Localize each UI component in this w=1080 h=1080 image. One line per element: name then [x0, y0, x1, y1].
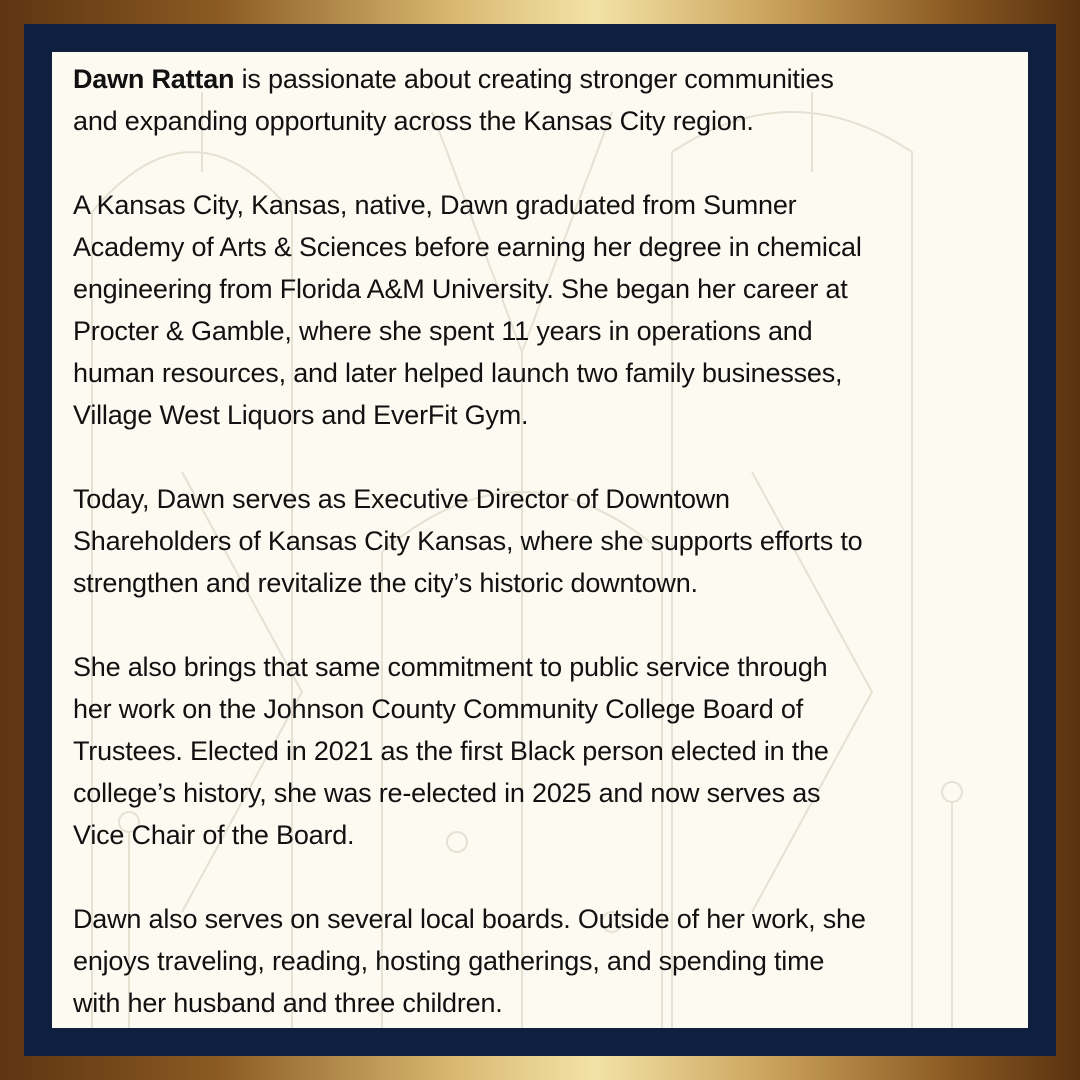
background-line: Village West Liquors and EverFit Gym.	[73, 400, 529, 430]
service-line: college’s history, she was re-elected in 2025 and now serves as	[73, 778, 821, 808]
service-line: She also brings that same commitment to public service through	[73, 652, 828, 682]
paragraph-background	[73, 184, 1013, 436]
bio-panel	[52, 52, 1028, 1028]
role-line: Today, Dawn serves as Executive Director of Downtown	[73, 484, 730, 514]
paragraph-intro	[73, 58, 1013, 142]
bio-name: Dawn Rattan	[73, 64, 235, 94]
service-line: her work on the Johnson County Community College Board of	[73, 694, 803, 724]
intro-line-1: is passionate about creating stronger communities	[234, 64, 834, 94]
background-line: human resources, and later helped launch two family businesses,	[73, 358, 843, 388]
personal-line: Dawn also serves on several local boards. Outside of her work, she	[73, 904, 866, 934]
paragraph-public-service	[73, 646, 1013, 856]
service-line: Vice Chair of the Board.	[73, 820, 355, 850]
role-line: Shareholders of Kansas City Kansas, where she supports efforts to	[73, 526, 863, 556]
background-line: Academy of Arts & Sciences before earning her degree in chemical	[73, 232, 862, 262]
personal-line: with her husband and three children.	[73, 988, 503, 1018]
intro-line-2: and expanding opportunity across the Kansas City region.	[73, 106, 754, 136]
role-line: strengthen and revitalize the city’s historic downtown.	[73, 568, 698, 598]
paragraph-personal	[73, 898, 1013, 1024]
background-line: engineering from Florida A&M University. She began her career at	[73, 274, 848, 304]
bio-text	[73, 52, 1013, 1024]
paragraph-current-role	[73, 478, 1013, 604]
background-line: Procter & Gamble, where she spent 11 years in operations and	[73, 316, 813, 346]
personal-line: enjoys traveling, reading, hosting gatherings, and spending time	[73, 946, 825, 976]
service-line: Trustees. Elected in 2021 as the first Black person elected in the	[73, 736, 829, 766]
background-line: A Kansas City, Kansas, native, Dawn graduated from Sumner	[73, 190, 797, 220]
